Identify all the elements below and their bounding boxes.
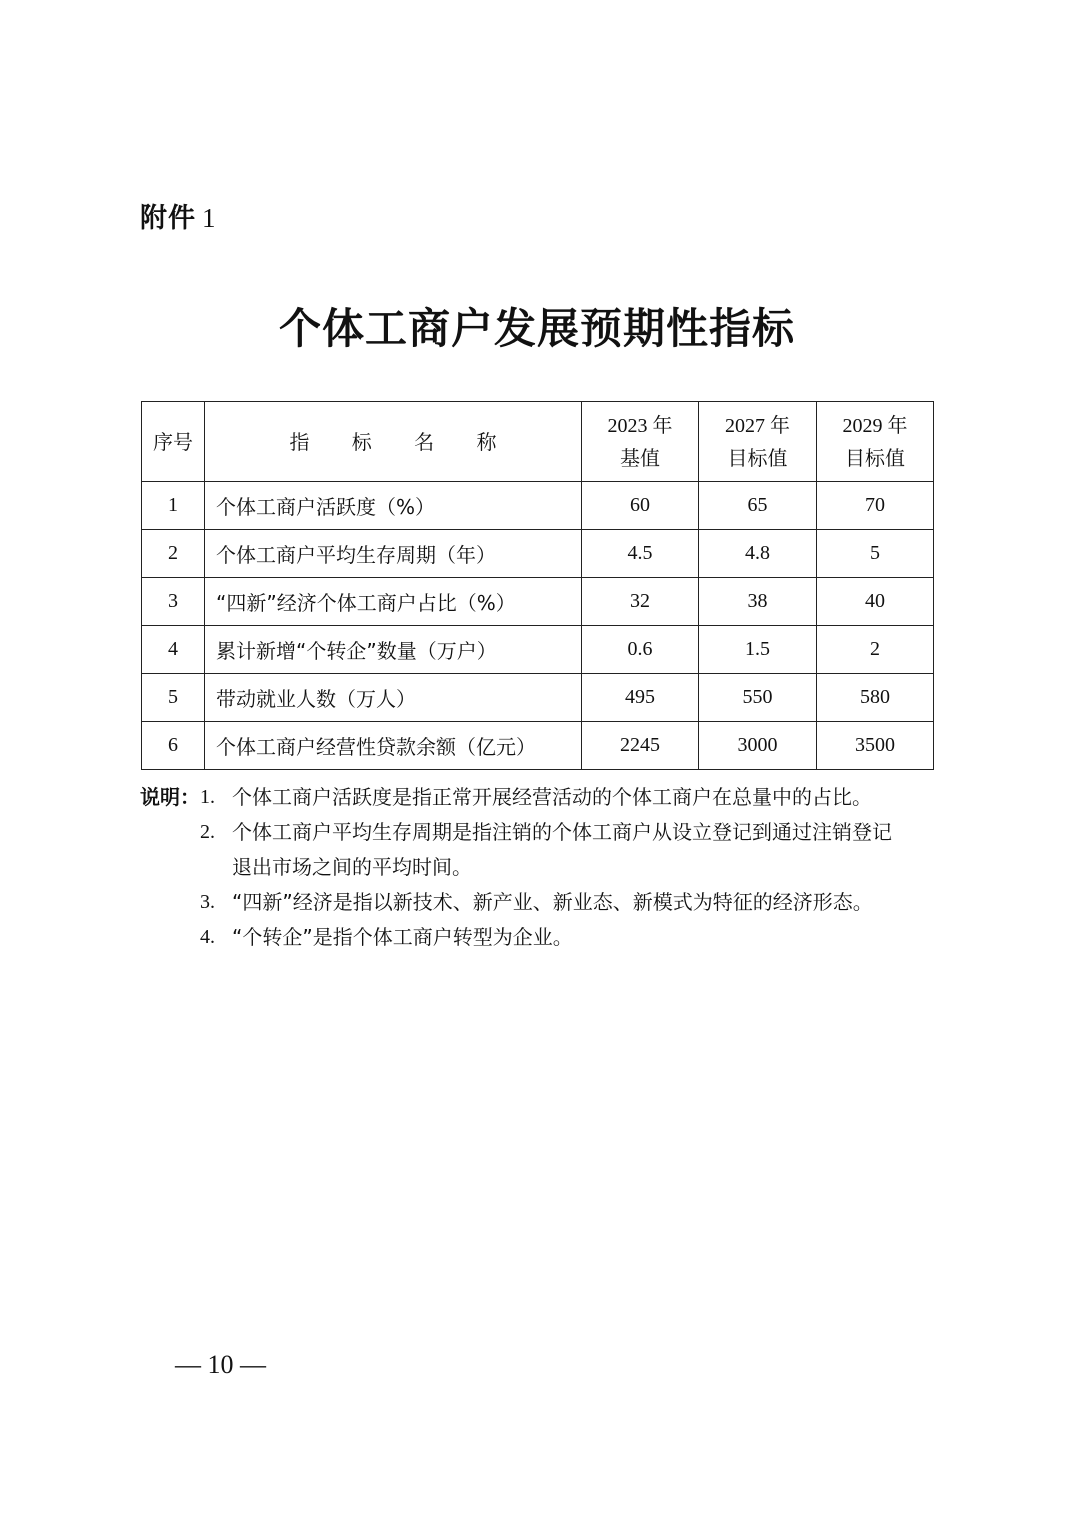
note-text: “四新”经济是指以新技术、新产业、新业态、新模式为特征的经济形态。 [232, 890, 873, 914]
cell-seq: 4 [142, 626, 205, 674]
note-continuation: 退出市场之间的平均时间。 [232, 855, 472, 879]
cell-2023: 60 [582, 482, 699, 530]
table-row [142, 722, 934, 770]
cell-2027: 4.8 [699, 530, 817, 578]
note-text: “个转企”是指个体工商户转型为企业。 [232, 925, 573, 949]
cell-name: 带动就业人数（万人） [205, 674, 582, 722]
cell-name: “四新”经济个体工商户占比（%） [205, 578, 582, 626]
header-seq: 序号 [142, 402, 205, 482]
note-item [140, 885, 960, 920]
page-number: — 10 — [175, 1350, 266, 1379]
cell-2027: 550 [699, 674, 817, 722]
cell-seq: 2 [142, 530, 205, 578]
cell-2027: 3000 [699, 722, 817, 770]
notes-section [140, 780, 960, 955]
attachment-number: 1 [202, 203, 217, 233]
table-row [142, 482, 934, 530]
cell-2029: 3500 [817, 722, 934, 770]
cell-2027: 1.5 [699, 626, 817, 674]
cell-name: 个体工商户平均生存周期（年） [205, 530, 582, 578]
note-text: 个体工商户活跃度是指正常开展经营活动的个体工商户在总量中的占比。 [232, 785, 872, 809]
table-row [142, 578, 934, 626]
cell-2023: 2245 [582, 722, 699, 770]
header-2027 [699, 402, 817, 482]
cell-2027: 38 [699, 578, 817, 626]
table-row [142, 530, 934, 578]
attachment-label: 附件 [140, 203, 196, 234]
cell-2023: 32 [582, 578, 699, 626]
page-title: 个体工商户发展预期性指标 [278, 304, 795, 353]
header-name-label: 指 标 名 称 [289, 429, 515, 454]
cell-name: 个体工商户经营性贷款余额（亿元） [205, 722, 582, 770]
header-2027-year: 2027 年 [725, 414, 790, 437]
cell-seq: 1 [142, 482, 205, 530]
header-2029-year: 2029 年 [842, 414, 908, 437]
note-item [140, 780, 960, 815]
cell-name: 累计新增“个转企”数量（万户） [205, 626, 582, 674]
table-row [142, 674, 934, 722]
header-2029 [817, 402, 934, 482]
cell-2029: 70 [817, 482, 934, 530]
cell-seq: 5 [142, 674, 205, 722]
attachment-heading [140, 196, 217, 235]
cell-2023: 4.5 [582, 530, 699, 578]
header-name [205, 402, 582, 482]
note-index: 3. [200, 891, 215, 913]
table-row [142, 626, 934, 674]
note-index: 2. [200, 821, 215, 843]
cell-name: 个体工商户活跃度（%） [205, 482, 582, 530]
header-2023-sub: 基值 [620, 445, 660, 470]
header-2023 [582, 402, 699, 482]
note-index: 1. [200, 786, 215, 808]
cell-seq: 6 [142, 722, 205, 770]
cell-2029: 2 [817, 626, 934, 674]
table-header-row [142, 402, 934, 482]
indicators-table [141, 401, 934, 770]
cell-2023: 0.6 [582, 626, 699, 674]
cell-seq: 3 [142, 578, 205, 626]
cell-2029: 5 [817, 530, 934, 578]
note-index: 4. [200, 926, 215, 948]
note-text: 个体工商户平均生存周期是指注销的个体工商户从设立登记到通过注销登记 [232, 820, 892, 844]
cell-2027: 65 [699, 482, 817, 530]
notes-label: 说明： [140, 785, 200, 809]
cell-2029: 40 [817, 578, 934, 626]
cell-2029: 580 [817, 674, 934, 722]
note-item [140, 815, 960, 850]
cell-2023: 495 [582, 674, 699, 722]
header-2027-sub: 目标值 [727, 445, 788, 470]
header-2023-year: 2023 年 [607, 414, 673, 437]
note-item [140, 920, 960, 955]
header-2029-sub: 目标值 [845, 445, 905, 470]
